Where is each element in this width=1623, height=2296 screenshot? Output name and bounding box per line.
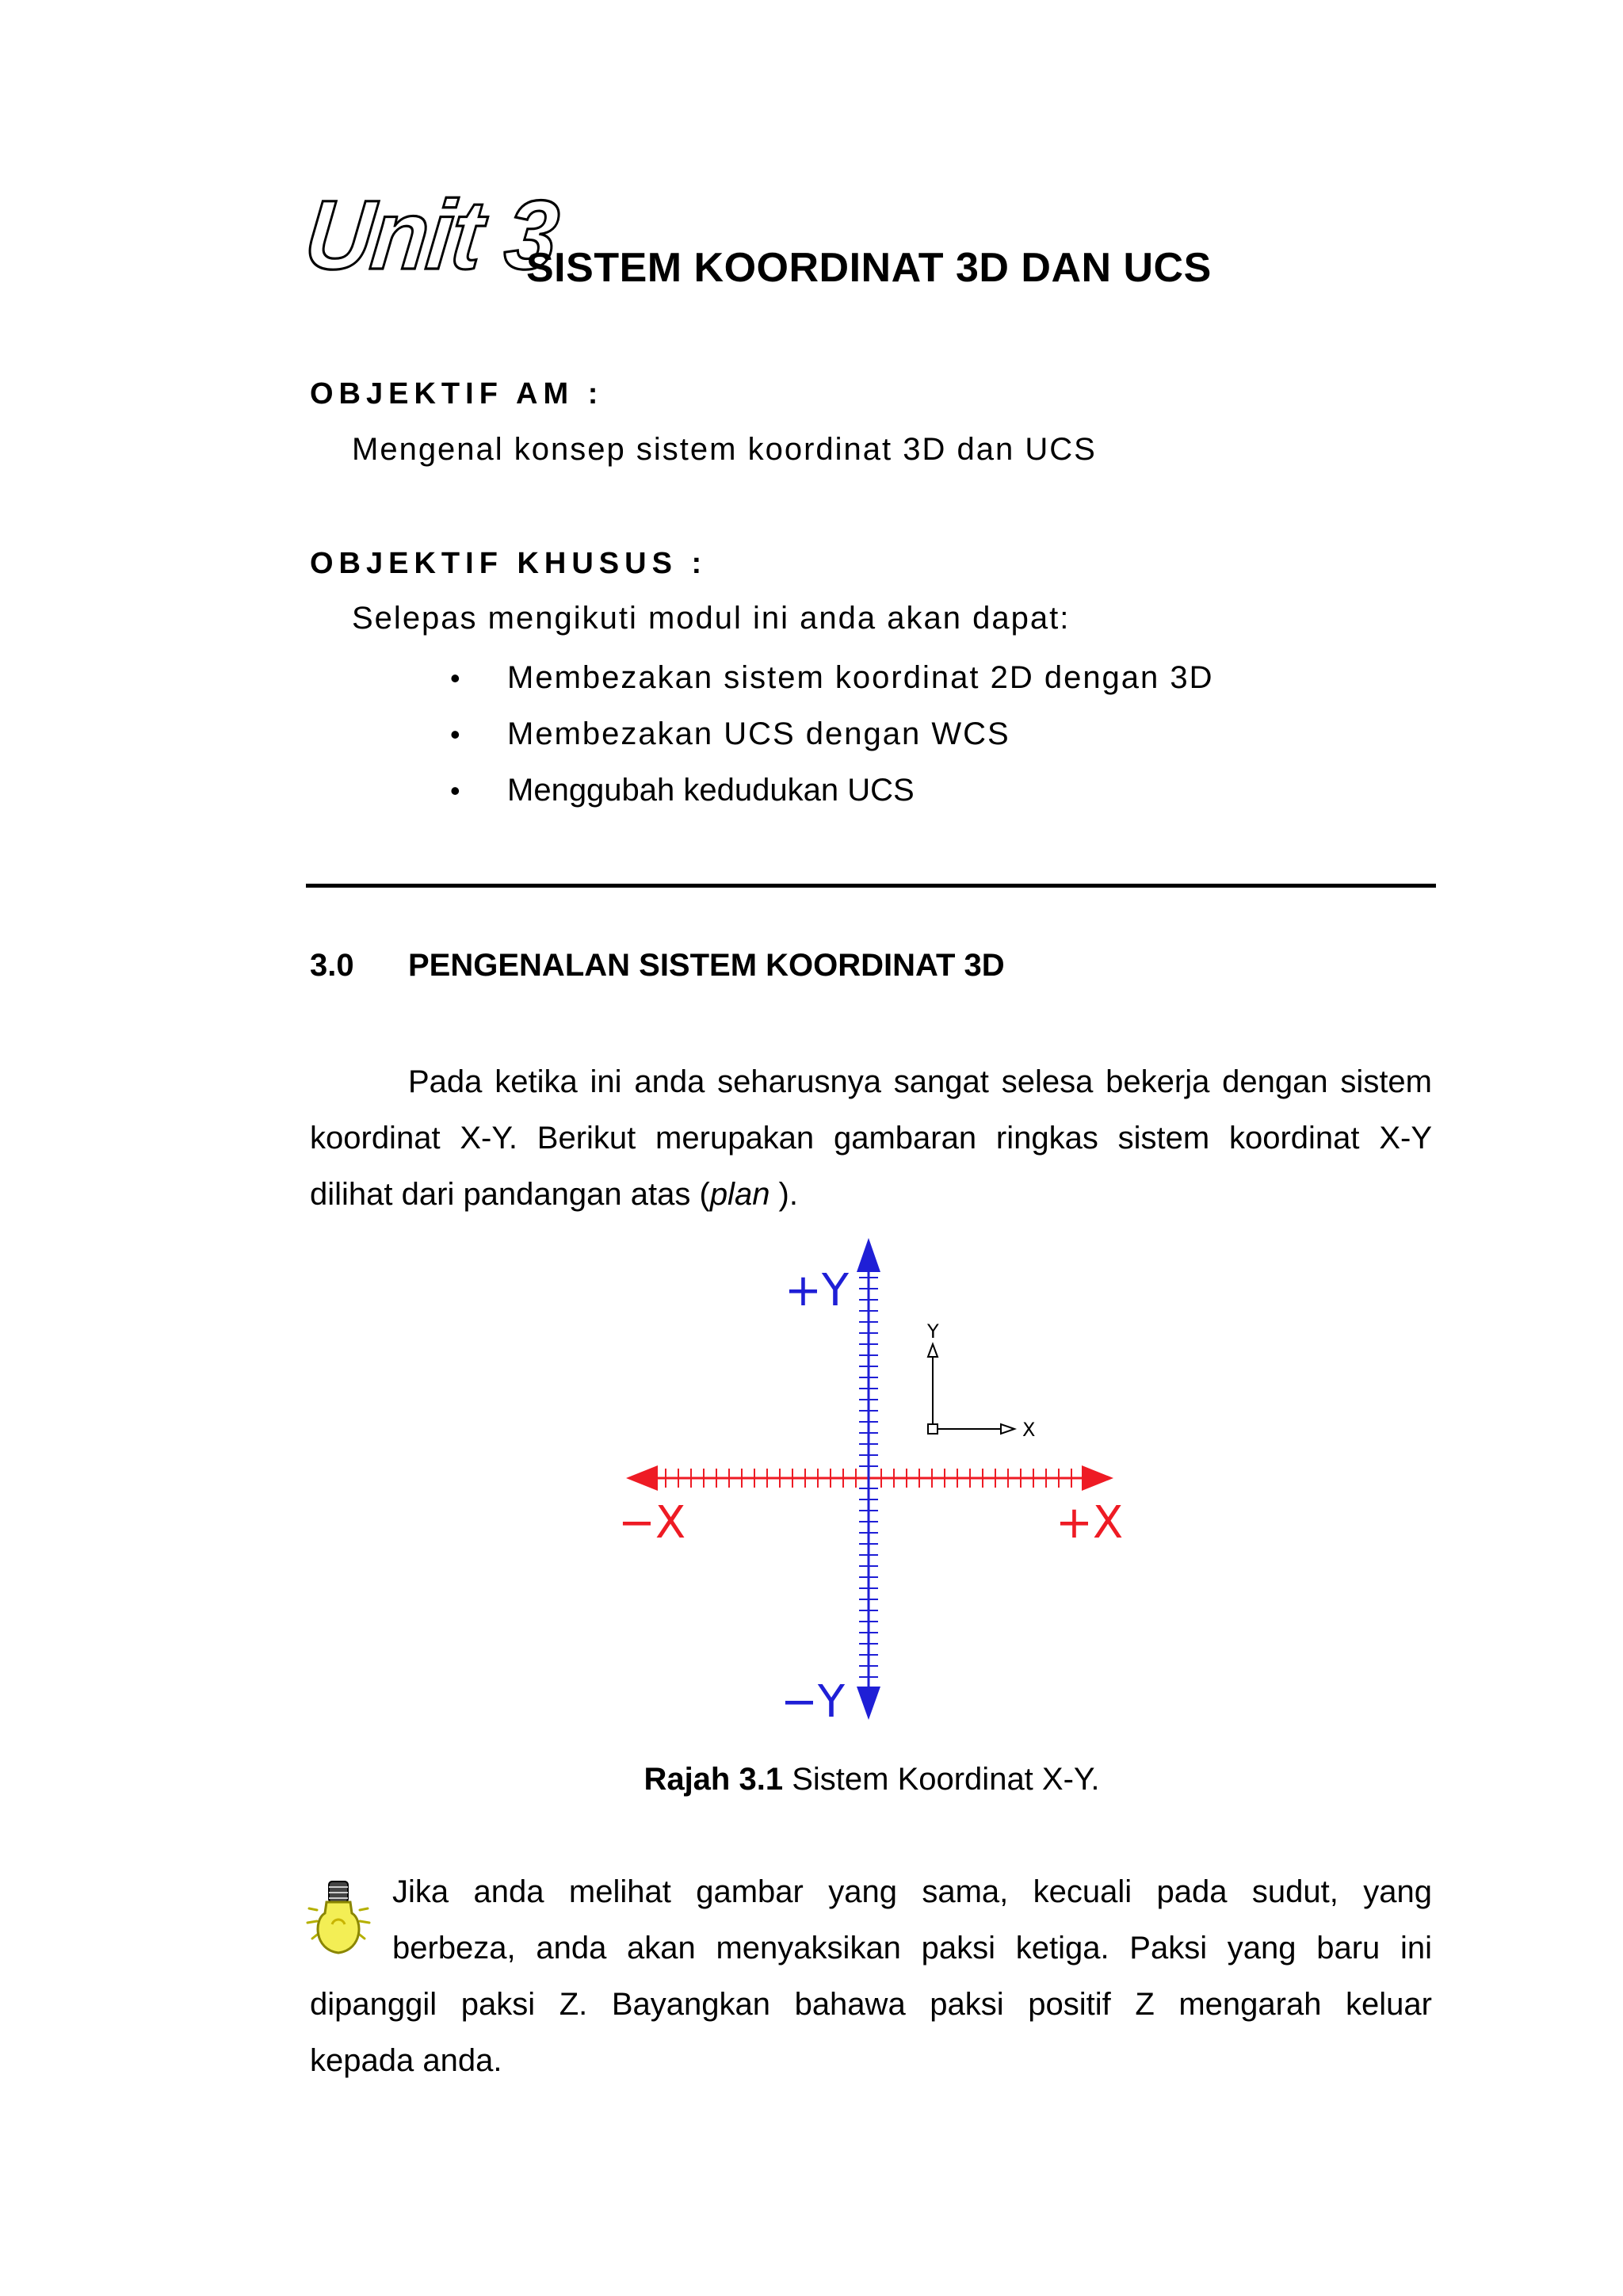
x-axis-negative-arrow: [626, 1465, 658, 1491]
objektif-khusus-label: OBJEKTIF KHUSUS :: [310, 547, 708, 580]
neg-y-label: −Y: [781, 1676, 846, 1728]
ucs-y-label: Y: [927, 1320, 939, 1343]
unit-number-title: Unit 3: [300, 180, 563, 291]
list-item: • Membezakan UCS dengan WCS: [450, 706, 1214, 762]
intro-paragraph: [310, 1054, 1432, 1223]
y-axis-negative-arrow: [857, 1687, 880, 1720]
pos-y-label: +Y: [785, 1265, 850, 1316]
tip-line: dipanggil paksi Z. Bayangkan bahawa paksi positif Z mengarah keluar: [310, 1987, 1432, 2022]
paragraph-text: ).: [769, 1177, 798, 1212]
neg-x-label: −X: [618, 1497, 686, 1549]
tip-line: kepada anda.: [310, 2043, 502, 2078]
section-number: 3.0: [310, 948, 354, 983]
coordinate-system-figure: [602, 1221, 1157, 1744]
figure-caption: [0, 1762, 1623, 1797]
lightbulb-icon: [303, 1877, 374, 1962]
list-item: • Menggubah kedudukan UCS: [450, 762, 1214, 819]
objektif-am-text: Mengenal konsep sistem koordinat 3D dan UCS: [352, 432, 1097, 467]
ucs-icon: [928, 1344, 1014, 1434]
paragraph-line: koordinat X-Y. Berikut merupakan gambaran ringkas sistem koordinat X-Y: [310, 1121, 1432, 1156]
paragraph-text: dilihat dari pandangan atas (: [310, 1177, 710, 1212]
objektif-khusus-intro: Selepas mengikuti modul ini anda akan dapat:: [352, 601, 1071, 636]
ucs-x-label: X: [1022, 1419, 1036, 1441]
tip-line: berbeza, anda akan menyaksikan paksi ketiga. Paksi yang baru ini: [392, 1931, 1432, 1966]
x-axis-positive-arrow: [1082, 1465, 1113, 1491]
objektif-am-label: OBJEKTIF AM :: [310, 377, 604, 411]
section-divider: [306, 884, 1436, 888]
y-axis-positive-arrow: [857, 1238, 880, 1272]
objektif-khusus-list: [450, 650, 1214, 819]
paragraph-line: [310, 1167, 1432, 1223]
emphasis-plan: plan: [709, 1177, 770, 1212]
page-title: SISTEM KOORDINAT 3D DAN UCS: [526, 245, 1212, 291]
section-title: PENGENALAN SISTEM KOORDINAT 3D: [408, 948, 1005, 983]
caption-label: Rajah 3.1: [643, 1762, 784, 1797]
tip-line: Jika anda melihat gambar yang sama, kecuali pada sudut, yang: [392, 1874, 1432, 1909]
pos-x-label: +X: [1056, 1497, 1124, 1549]
caption-text: Sistem Koordinat X-Y.: [783, 1762, 1100, 1797]
paragraph-line: Pada ketika ini anda seharusnya sangat selesa bekerja dengan sistem: [408, 1064, 1432, 1099]
list-item: • Membezakan sistem koordinat 2D dengan 3D: [450, 650, 1214, 706]
